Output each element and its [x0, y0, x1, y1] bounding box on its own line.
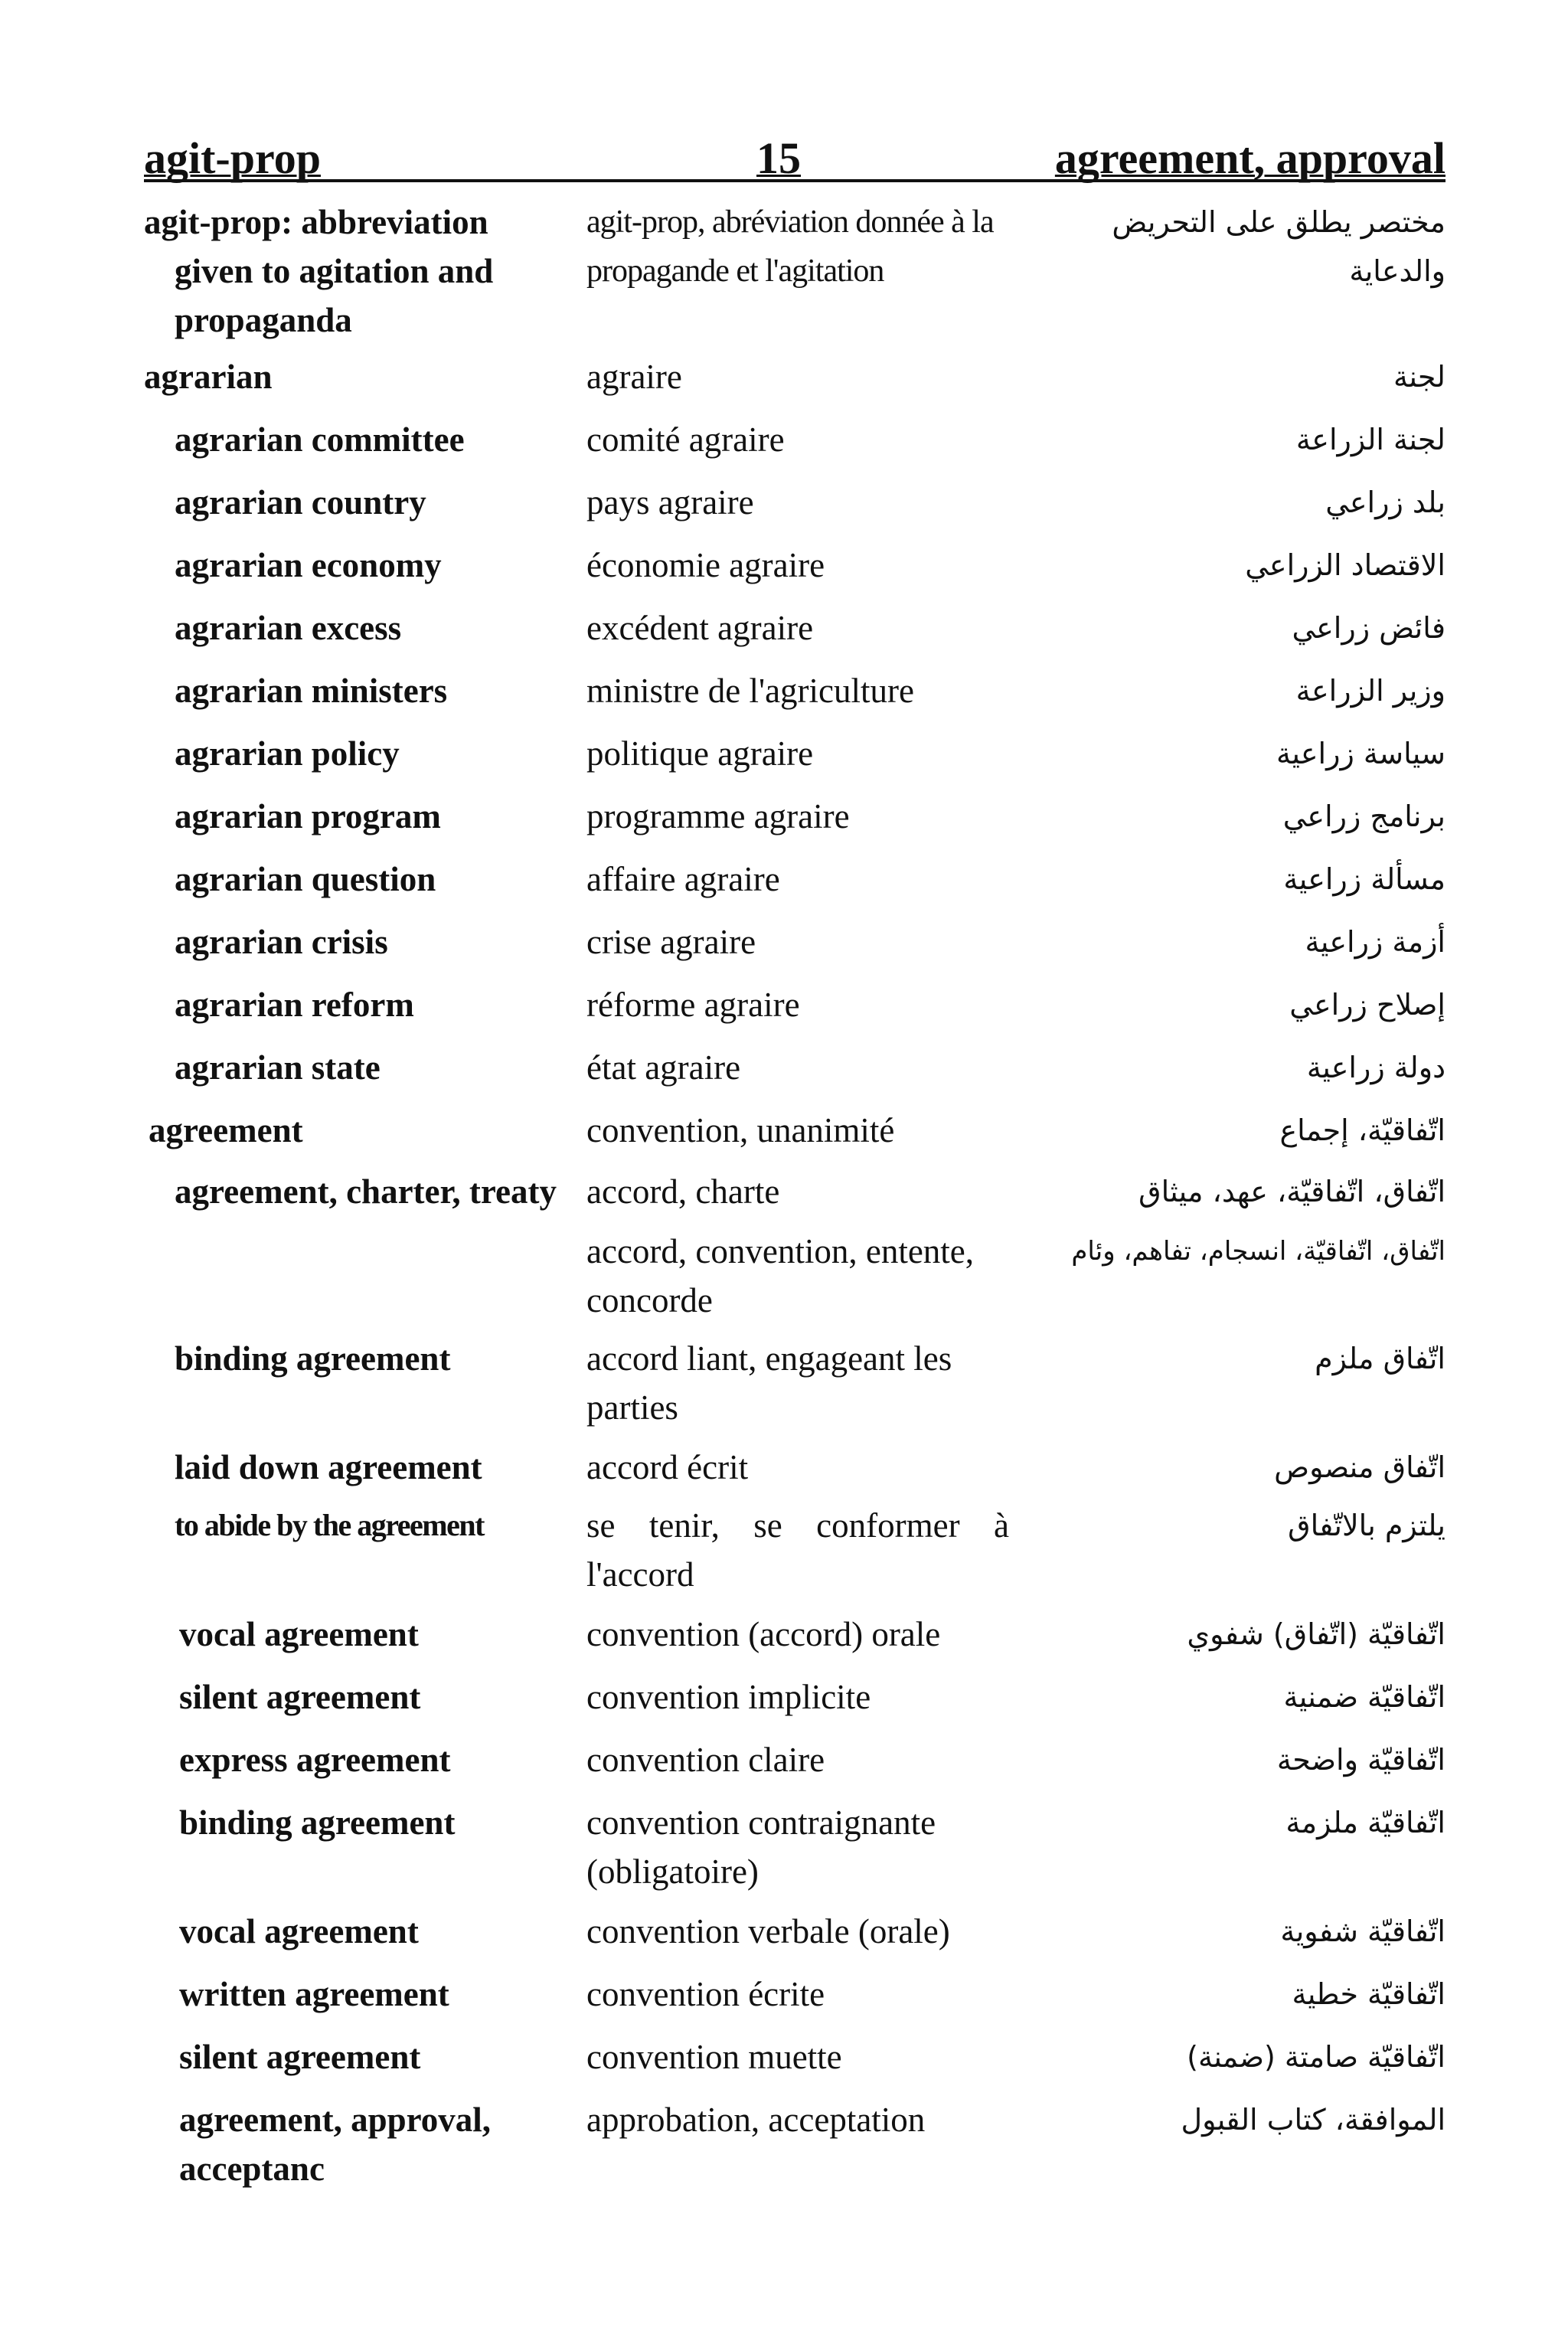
arabic-term: اتّفاقيّة ملزمة — [1285, 1806, 1446, 1839]
french-term: convention contraignante (obligatoire) — [586, 1803, 936, 1891]
entry-row — [144, 1501, 1446, 1599]
english-term: agreement — [149, 1111, 303, 1149]
french-term: politique agraire — [586, 734, 814, 773]
french-term: accord liant, engageant les parties — [586, 1339, 952, 1427]
english-term: binding agreement — [175, 1339, 451, 1378]
arabic-term: اتّفاقيّة ضمنية — [1283, 1680, 1446, 1714]
entry-row — [144, 2095, 1446, 2193]
arabic-term: اتّفاق، اتّفاقيّة، انسجام، تفاهم، وئام — [1071, 1236, 1446, 1267]
header-last-term: agreement, approval — [1054, 133, 1446, 183]
arabic-term: دولة زراعية — [1306, 1051, 1446, 1084]
french-term: ministre de l'agriculture — [586, 672, 914, 710]
entry-row — [144, 478, 1446, 527]
french-term: convention muette — [586, 2038, 842, 2076]
english-term: agrarian program — [175, 797, 441, 835]
dictionary-page — [144, 115, 1446, 2193]
page-header — [144, 115, 1446, 182]
english-term: written agreement — [179, 1975, 449, 2013]
english-term: agrarian economy — [175, 546, 442, 584]
english-term: agrarian committee — [175, 420, 465, 459]
english-term: silent agreement — [179, 1678, 421, 1716]
english-term: laid down agreement — [175, 1448, 482, 1486]
english-term: agrarian reform — [175, 986, 414, 1024]
english-term: silent agreement — [179, 2038, 421, 2076]
french-term: crise agraire — [586, 923, 756, 961]
english-term: agrarian crisis — [175, 923, 388, 961]
header-first-term: agit-prop — [144, 133, 321, 183]
arabic-term: اتّفاقيّة صامتة (ضمنة) — [1187, 2040, 1446, 2074]
entry-row — [144, 2032, 1446, 2081]
entry-row — [144, 1167, 1446, 1216]
french-term: convention (accord) orale — [586, 1615, 941, 1653]
arabic-term: برنامج زراعي — [1282, 799, 1446, 833]
entry-row — [144, 541, 1446, 590]
arabic-term: أزمة زراعية — [1305, 925, 1446, 959]
english-term: vocal agreement — [179, 1912, 419, 1950]
french-term: comité agraire — [586, 420, 785, 459]
arabic-term: مسألة زراعية — [1283, 862, 1446, 896]
arabic-term: اتّفاقيّة، إجماع — [1279, 1113, 1446, 1147]
french-term: affaire agraire — [586, 860, 780, 898]
english-term: agrarian state — [175, 1048, 381, 1087]
french-term: convention claire — [586, 1741, 825, 1779]
english-term: agreement, approval, acceptanc — [179, 2101, 492, 2188]
entry-row — [144, 855, 1446, 904]
arabic-term: اتّفاق منصوص — [1274, 1450, 1446, 1484]
english-term: agrarian ministers — [175, 672, 448, 710]
french-term: économie agraire — [586, 546, 825, 584]
arabic-term: يلتزم بالاتّفاق — [1288, 1509, 1446, 1542]
arabic-term: سياسة زراعية — [1276, 737, 1446, 770]
arabic-term: اتّفاقيّة واضحة — [1276, 1743, 1446, 1777]
french-term: convention implicite — [586, 1678, 871, 1716]
entry-row — [144, 1106, 1446, 1155]
english-term: express agreement — [179, 1741, 451, 1779]
arabic-term: الاقتصاد الزراعي — [1245, 548, 1446, 582]
entry-row — [144, 666, 1446, 715]
french-term: programme agraire — [586, 797, 850, 835]
entry-row — [144, 1443, 1446, 1492]
page-number: 15 — [756, 133, 801, 183]
french-term: état agraire — [586, 1048, 741, 1087]
entry-row — [144, 1735, 1446, 1784]
entry-row — [144, 1907, 1446, 1956]
entry-row — [144, 729, 1446, 778]
french-term: pays agraire — [586, 483, 754, 522]
entry-row — [144, 1798, 1446, 1896]
french-term: accord, convention, entente, concorde — [586, 1232, 975, 1319]
entry-row — [144, 198, 1446, 345]
arabic-term: اتّفاقيّة شفوية — [1280, 1914, 1446, 1948]
french-term: convention écrite — [586, 1975, 825, 2013]
french-term: se tenir, se conformer à l'accord — [586, 1506, 1009, 1594]
entries-list — [144, 198, 1446, 2193]
arabic-term: الموافقة، كتاب القبول — [1181, 2103, 1446, 2137]
english-term: agrarian — [144, 358, 273, 396]
french-term: accord écrit — [586, 1448, 749, 1486]
english-term — [144, 1227, 580, 1325]
entry-row — [144, 1672, 1446, 1721]
english-term: to abide by the agreement — [175, 1508, 484, 1542]
entry-row — [144, 1334, 1446, 1432]
arabic-term: لجنة — [1393, 360, 1446, 394]
entry-row — [144, 917, 1446, 966]
english-term: agrarian excess — [175, 609, 402, 647]
arabic-term: اتّفاق، اتّفاقيّة، عهد، ميثاق — [1138, 1175, 1446, 1208]
french-term: approbation, acceptation — [586, 2101, 926, 2139]
arabic-term: فائض زراعي — [1292, 611, 1446, 645]
entry-row — [144, 1970, 1446, 2019]
entry-row — [144, 980, 1446, 1029]
english-term: agit-prop: abbreviation given to agitation and propaganda — [144, 203, 494, 339]
english-term: agreement, charter, treaty — [175, 1172, 557, 1211]
french-term: agit-prop, abréviation donnée à la propagande et l'agitation — [586, 204, 994, 289]
arabic-term: مختصر يطلق على التحريض والدعاية — [1112, 205, 1446, 288]
english-term: binding agreement — [179, 1803, 456, 1842]
entry-row — [144, 415, 1446, 464]
arabic-term: بلد زراعي — [1325, 486, 1446, 519]
french-term: excédent agraire — [586, 609, 814, 647]
entry-row — [144, 352, 1446, 401]
arabic-term: إصلاح زراعي — [1289, 988, 1446, 1022]
entry-row — [144, 792, 1446, 841]
arabic-term: اتّفاقيّة (اتّفاق) شفوي — [1187, 1617, 1446, 1651]
english-term: agrarian country — [175, 483, 426, 522]
french-term: convention, unanimité — [586, 1111, 895, 1149]
entry-row — [144, 1610, 1446, 1659]
french-term: convention verbale (orale) — [586, 1912, 950, 1950]
english-term: agrarian question — [175, 860, 436, 898]
french-term: agraire — [586, 358, 682, 396]
french-term: accord, charte — [586, 1172, 780, 1211]
entry-row — [144, 1043, 1446, 1092]
arabic-term: لجنة الزراعة — [1295, 423, 1446, 456]
arabic-term: اتّفاقيّة خطية — [1292, 1977, 1446, 2011]
arabic-term: وزير الزراعة — [1295, 674, 1446, 708]
arabic-term: اتّفاق ملزم — [1315, 1342, 1446, 1375]
english-term: agrarian policy — [175, 734, 400, 773]
entry-row — [144, 603, 1446, 652]
french-term: réforme agraire — [586, 986, 800, 1024]
english-term: vocal agreement — [179, 1615, 419, 1653]
entry-row — [144, 1227, 1446, 1325]
